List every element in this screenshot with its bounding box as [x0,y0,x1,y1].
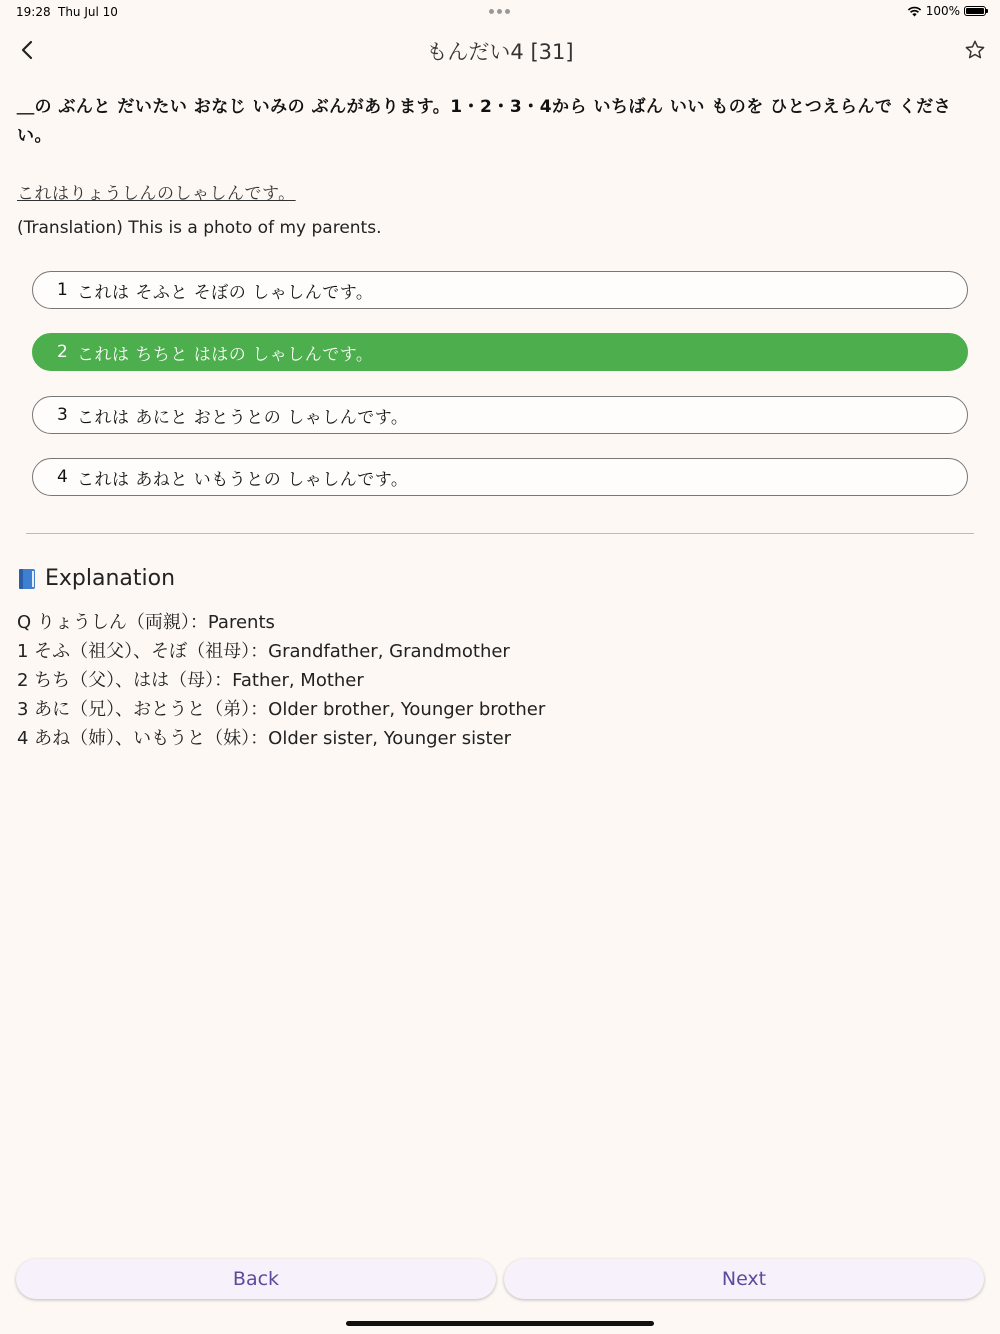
battery-percent: 100% [925,4,960,18]
home-indicator[interactable] [346,1321,654,1326]
explanation-line: Q りょうしん（両親）：Parents [17,612,275,633]
back-button[interactable]: Back [16,1259,496,1299]
blue-book-icon [17,568,37,590]
status-indicators [907,4,986,18]
option-text: これは そふと そぼの しゃしんです。 [77,282,374,303]
option-text: これは ちちと ははの しゃしんです。 [77,344,374,365]
page-title: もんだい4 [31] [426,40,574,64]
status-time: 19:28 [16,5,51,19]
explanation-body [17,608,545,753]
option-text: これは あにと おとうとの しゃしんです。 [77,407,409,428]
app-bar [0,24,1000,80]
wifi-icon [907,6,922,17]
answer-option-4[interactable] [32,458,968,496]
answer-option-3[interactable] [32,396,968,434]
option-number: 2 [57,342,68,362]
option-number: 4 [57,467,68,487]
explanation-line: 3 あに（兄）、おとうと（弟）：Older brother, Younger brother [17,699,546,720]
explanation-line: 4 あね（姉）、いもうと（妹）：Older sister, Younger sister [17,728,512,749]
explanation-line: 2 ちち（父）、はは（母）：Father, Mother [17,670,364,691]
explanation-header [17,566,175,591]
explanation-line: 1 そふ（祖父）、そぼ（祖母）：Grandfather, Grandmother [17,641,510,662]
star-outline-icon[interactable] [964,39,986,61]
option-text: これは あねと いもうとの しゃしんです。 [77,469,409,490]
next-button[interactable]: Next [504,1259,984,1299]
answer-option-1[interactable] [32,271,968,309]
divider [26,533,974,534]
option-number: 3 [57,405,68,425]
option-number: 1 [57,280,68,300]
question-translation: (Translation) This is a photo of my parents. [17,218,382,238]
question-instruction: ＿の ぶんと だいたい おなじ いみの ぶんがあります。1・2・3・4から いちばん いい ものを ひとつえらんで ください。 [17,97,952,146]
explanation-title: Explanation [45,566,176,591]
battery-icon [964,6,986,16]
question-sentence: これはりょうしんのしゃしんです。 [17,184,296,204]
status-bar [0,0,1000,24]
answer-option-2[interactable] [32,333,968,371]
status-date: Thu Jul 10 [58,5,118,19]
multitasking-dots-icon[interactable] [489,9,510,14]
